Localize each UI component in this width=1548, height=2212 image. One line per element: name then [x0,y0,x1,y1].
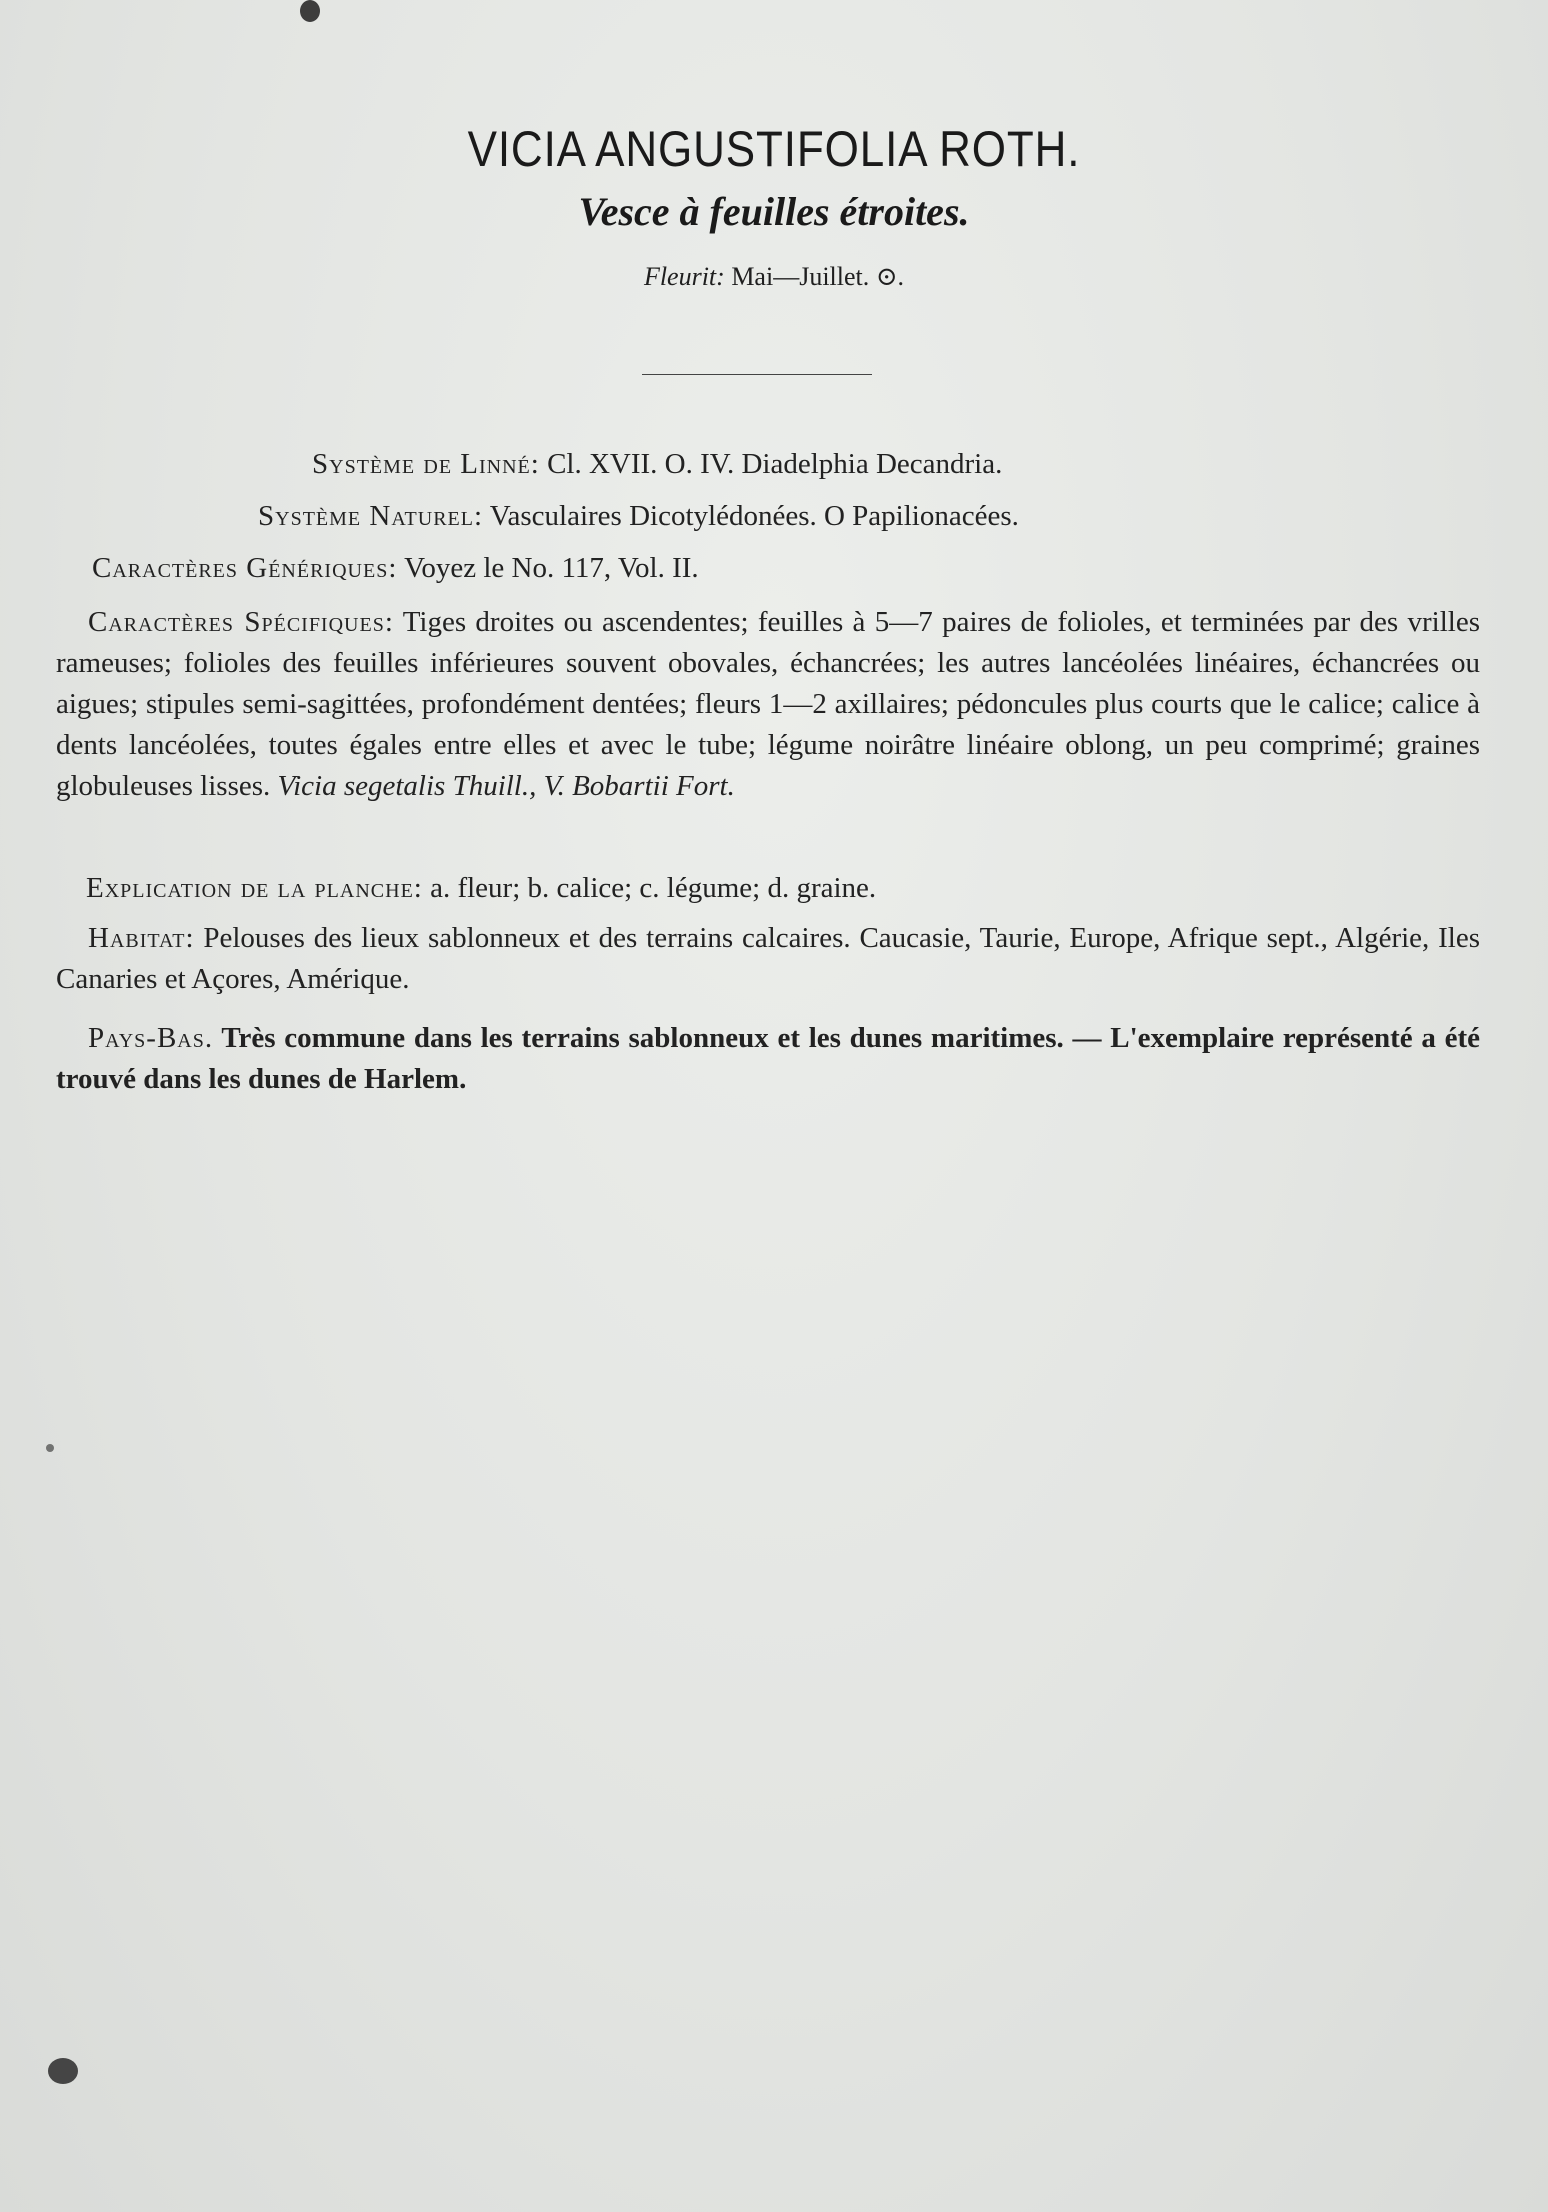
page-title: VICIA ANGUSTIFOLIA ROTH. [467,121,1081,177]
paysbas-text: Très commune dans les terrains sablonneux et les dunes maritimes. — L'exemplaire représenté a été trouvé dans les dunes de Harlem. [56,1022,1481,1095]
explication-text: a. fleur; b. calice; c. légume; d. graine. [430,872,877,904]
paysbas-paragraph [56,1018,1480,1100]
habitat-text: Pelouses des lieux sablonneux et des terrains calcaires. Caucasie, Taurie, Europe, Afrique sept., Algérie, Iles Canaries et Açores, Amérique. [56,922,1481,995]
divider [642,374,872,375]
paysbas-label: Pays-Bas. [88,1022,214,1054]
explication-line [86,872,876,905]
speck-left-mid [46,1444,54,1452]
naturel-line [258,500,1019,533]
speck-top [300,0,320,22]
flowering-period [0,262,1548,292]
generiques-line [92,552,699,585]
specifiques-synonyms: Vicia segetalis Thuill., V. Bobartii Fort. [277,770,735,802]
speck-left-bottom [48,2058,78,2084]
habitat-paragraph [56,918,1480,1000]
specifiques-paragraph [56,602,1480,807]
naturel-text: Vasculaires Dicotylédonées. O Papilionacées. [489,500,1019,532]
flowering-label: Fleurit: [643,262,725,291]
generiques-text: Voyez le No. 117, Vol. II. [404,552,699,584]
specifiques-label: Caractères Spécifiques: [88,606,394,638]
habitat-label: Habitat: [88,922,195,954]
linne-label: Système de Linné: [312,448,540,480]
generiques-label: Caractères Génériques: [92,552,398,584]
linne-line [312,448,1002,481]
naturel-label: Système Naturel: [258,500,484,532]
page-subtitle: Vesce à feuilles étroites. [578,189,970,234]
flowering-value: Mai—Juillet. ⊙. [731,262,905,291]
explication-label: Explication de la planche: [86,872,423,904]
specifiques-text: Tiges droites ou ascendentes; feuilles à 5—7 paires de folioles, et terminées par des vrilles rameuses; folioles des feuilles inférieures souvent obovales, échancrées; les autres lancéolées linéaires, échancrées ou aigues; stipules semi-sagittées, profondément dentées; fleurs 1—2 axillaires; pédoncules plus courts que le calice; calice à dents lancéolées, toutes égales entre elles et avec le tube; légume noirâtre linéaire oblong, un peu comprimé; graines globuleuses lisses. [56,606,1481,802]
linne-text: Cl. XVII. O. IV. Diadelphia Decandria. [547,448,1003,480]
